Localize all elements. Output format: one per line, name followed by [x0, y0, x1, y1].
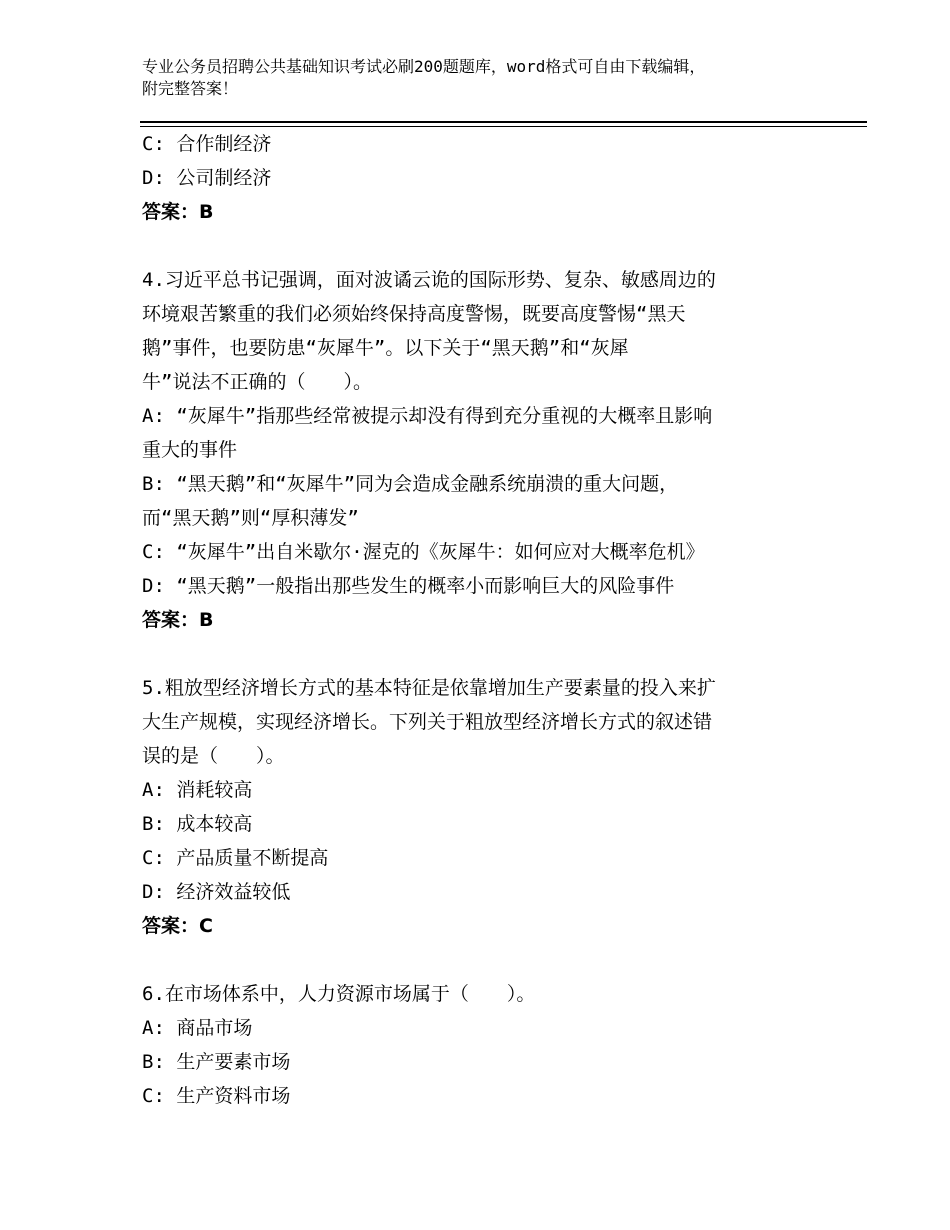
question-stem-line: 5.粗放型经济增长方式的基本特征是依靠增加生产要素量的投入来扩 — [142, 677, 716, 699]
prev-question — [142, 127, 832, 229]
option-c: C: 合作制经济 — [142, 133, 272, 155]
option-d: D: 经济效益较低 — [142, 881, 291, 903]
option-a: A: 商品市场 — [142, 1017, 253, 1039]
spacer — [142, 943, 832, 977]
question-4 — [142, 263, 832, 637]
question-stem-line: 环境艰苦繁重的我们必须始终保持高度警惕，既要高度警惕“黑天 — [142, 303, 686, 325]
question-stem-line: 牛”说法不正确的（ ）。 — [142, 371, 372, 393]
answer-line: 答案：B — [142, 609, 214, 631]
header-line-1: 专业公务员招聘公共基础知识考试必刷200题题库，word格式可自由下载编辑， — [142, 57, 706, 76]
header-line-2: 附完整答案！ — [142, 79, 239, 98]
question-6 — [142, 977, 832, 1113]
option-b-continued: 而“黑天鹅”则“厚积薄发” — [142, 507, 359, 529]
option-d: D: 公司制经济 — [142, 167, 272, 189]
question-stem-line: 误的是（ ）。 — [142, 745, 285, 767]
question-stem-line: 6.在市场体系中，人力资源市场属于（ ）。 — [142, 983, 536, 1005]
option-b: B: 生产要素市场 — [142, 1051, 291, 1073]
option-a: A: “灰犀牛”指那些经常被提示却没有得到充分重视的大概率且影响 — [142, 405, 713, 427]
question-stem-line: 4.习近平总书记强调，面对波谲云诡的国际形势、复杂、敏感周边的 — [142, 269, 716, 291]
answer-line: 答案：C — [142, 915, 213, 937]
option-a: A: 消耗较高 — [142, 779, 253, 801]
document-header — [142, 56, 822, 100]
spacer — [142, 229, 832, 263]
option-c: C: 产品质量不断提高 — [142, 847, 329, 869]
option-b: B: 成本较高 — [142, 813, 253, 835]
question-stem-line: 鹅”事件，也要防患“灰犀牛”。以下关于“黑天鹅”和“灰犀 — [142, 337, 629, 359]
option-d: D: “黑天鹅”一般指出那些发生的概率小而影响巨大的风险事件 — [142, 575, 675, 597]
header-rule-thick — [140, 121, 867, 123]
question-5 — [142, 671, 832, 943]
option-c: C: “灰犀牛”出自米歇尔·渥克的《灰犀牛：如何应对大概率危机》 — [142, 541, 705, 563]
question-content — [142, 127, 832, 1113]
option-c: C: 生产资料市场 — [142, 1085, 291, 1107]
option-a-continued: 重大的事件 — [142, 439, 238, 461]
answer-line: 答案：B — [142, 201, 214, 223]
question-stem-line: 大生产规模，实现经济增长。下列关于粗放型经济增长方式的叙述错 — [142, 711, 713, 733]
option-b: B: “黑天鹅”和“灰犀牛”同为会造成金融系统崩溃的重大问题， — [142, 473, 679, 495]
spacer — [142, 637, 832, 671]
